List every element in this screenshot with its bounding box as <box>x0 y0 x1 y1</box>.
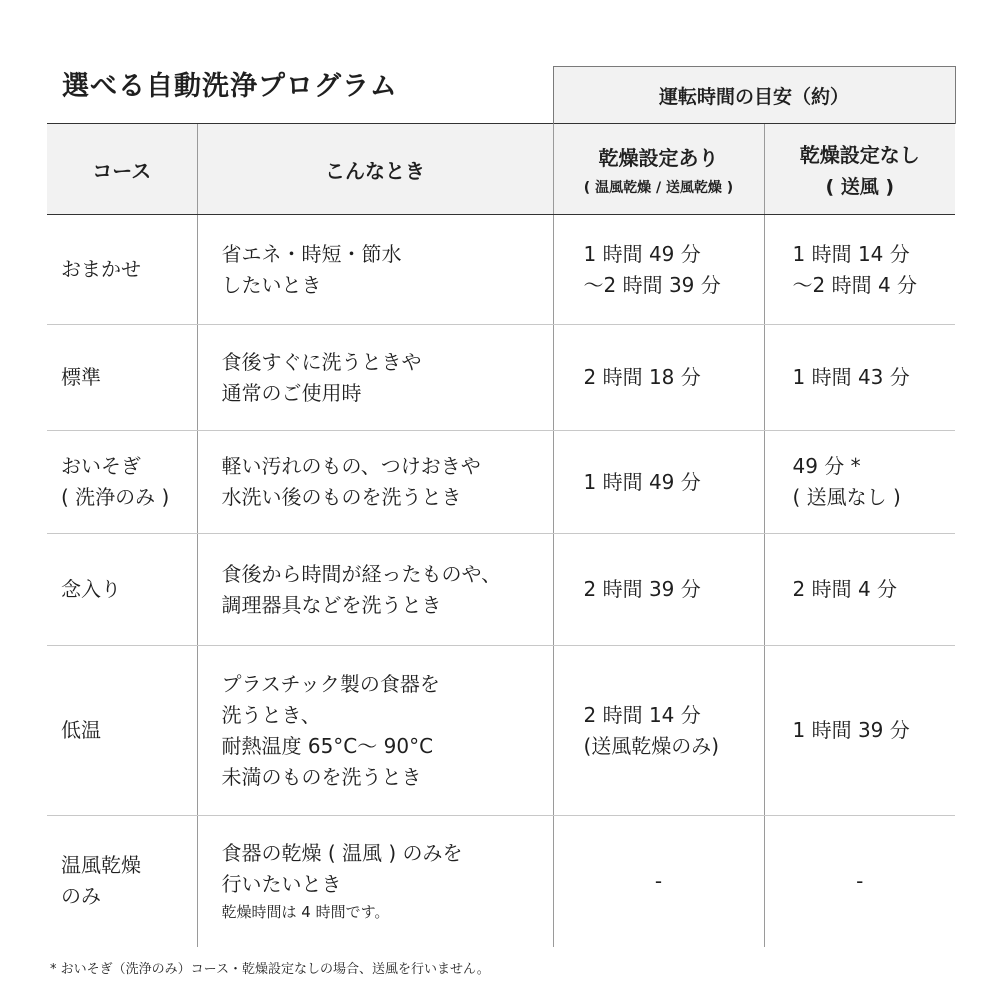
dry-on-cell: - <box>553 816 764 947</box>
dry-on-cell: 2 時間 14 分 (送風乾燥のみ) <box>553 646 764 816</box>
footnote: * おいそぎ（洗浄のみ）コース・乾燥設定なしの場合、送風を行いません。 <box>50 962 490 977</box>
course-cell: おまかせ <box>47 215 197 325</box>
dry-on-cell: 2 時間 18 分 <box>553 325 764 431</box>
course-cell: 念入り <box>47 534 197 646</box>
dry-off-cell: - <box>764 816 955 947</box>
when-cell: 軽い汚れのもの、つけおきや 水洗い後のものを洗うとき <box>197 431 553 534</box>
dry-off-cell: 1 時間 39 分 <box>764 646 955 816</box>
dry-off-cell: 1 時間 43 分 <box>764 325 955 431</box>
course-cell: 低温 <box>47 646 197 816</box>
dry-off-cell: 49 分 * ( 送風なし ) <box>764 431 955 534</box>
dry-on-cell: 2 時間 39 分 <box>553 534 764 646</box>
dry-off-subheader: ( 送風 ) <box>825 176 895 198</box>
when-cell: 食後から時間が経ったものや、 調理器具などを洗うとき <box>197 534 553 646</box>
when-cell: プラスチック製の食器を 洗うとき、 耐熱温度 65°C～ 90°C 未満のものを洗うとき <box>197 646 553 816</box>
course-header: コース <box>47 124 197 215</box>
page-title: 選べる自動洗浄プログラム <box>62 71 398 102</box>
dry-on-cell: 1 時間 49 分 ～2 時間 39 分 <box>553 215 764 325</box>
dry-off-cell: 2 時間 4 分 <box>764 534 955 646</box>
course-cell: おいそぎ ( 洗浄のみ ) <box>47 431 197 534</box>
table-row <box>47 816 955 947</box>
drying-time-note: 乾燥時間は 4 時間です。 <box>221 903 390 922</box>
when-header: こんなとき <box>197 124 553 215</box>
dry-off-header: 乾燥設定なし ( 送風 ) <box>764 124 955 215</box>
when-cell: 食器の乾燥 ( 温風 ) のみを 行いたいとき 乾燥時間は 4 時間です。 <box>197 816 553 947</box>
course-cell: 標準 <box>47 325 197 431</box>
dry-on-header: 乾燥設定あり ( 温風乾燥 / 送風乾燥 ) <box>553 124 764 215</box>
runtime-header: 運転時間の目安（約） <box>553 67 955 124</box>
program-table <box>47 66 956 947</box>
table-row <box>47 646 955 816</box>
column-header-row <box>47 124 955 215</box>
table-row <box>47 325 955 431</box>
when-cell: 食後すぐに洗うときや 通常のご使用時 <box>197 325 553 431</box>
table-row <box>47 431 955 534</box>
dry-on-cell: 1 時間 49 分 <box>553 431 764 534</box>
table-row <box>47 215 955 325</box>
course-cell: 温風乾燥 のみ <box>61 853 141 909</box>
dry-on-subheader: ( 温風乾燥 / 送風乾燥 ) <box>583 179 734 196</box>
when-cell: 省エネ・時短・節水 したいとき <box>197 215 553 325</box>
header-group-row <box>47 67 955 124</box>
dry-off-cell: 1 時間 14 分 ～2 時間 4 分 <box>764 215 955 325</box>
table-row <box>47 534 955 646</box>
